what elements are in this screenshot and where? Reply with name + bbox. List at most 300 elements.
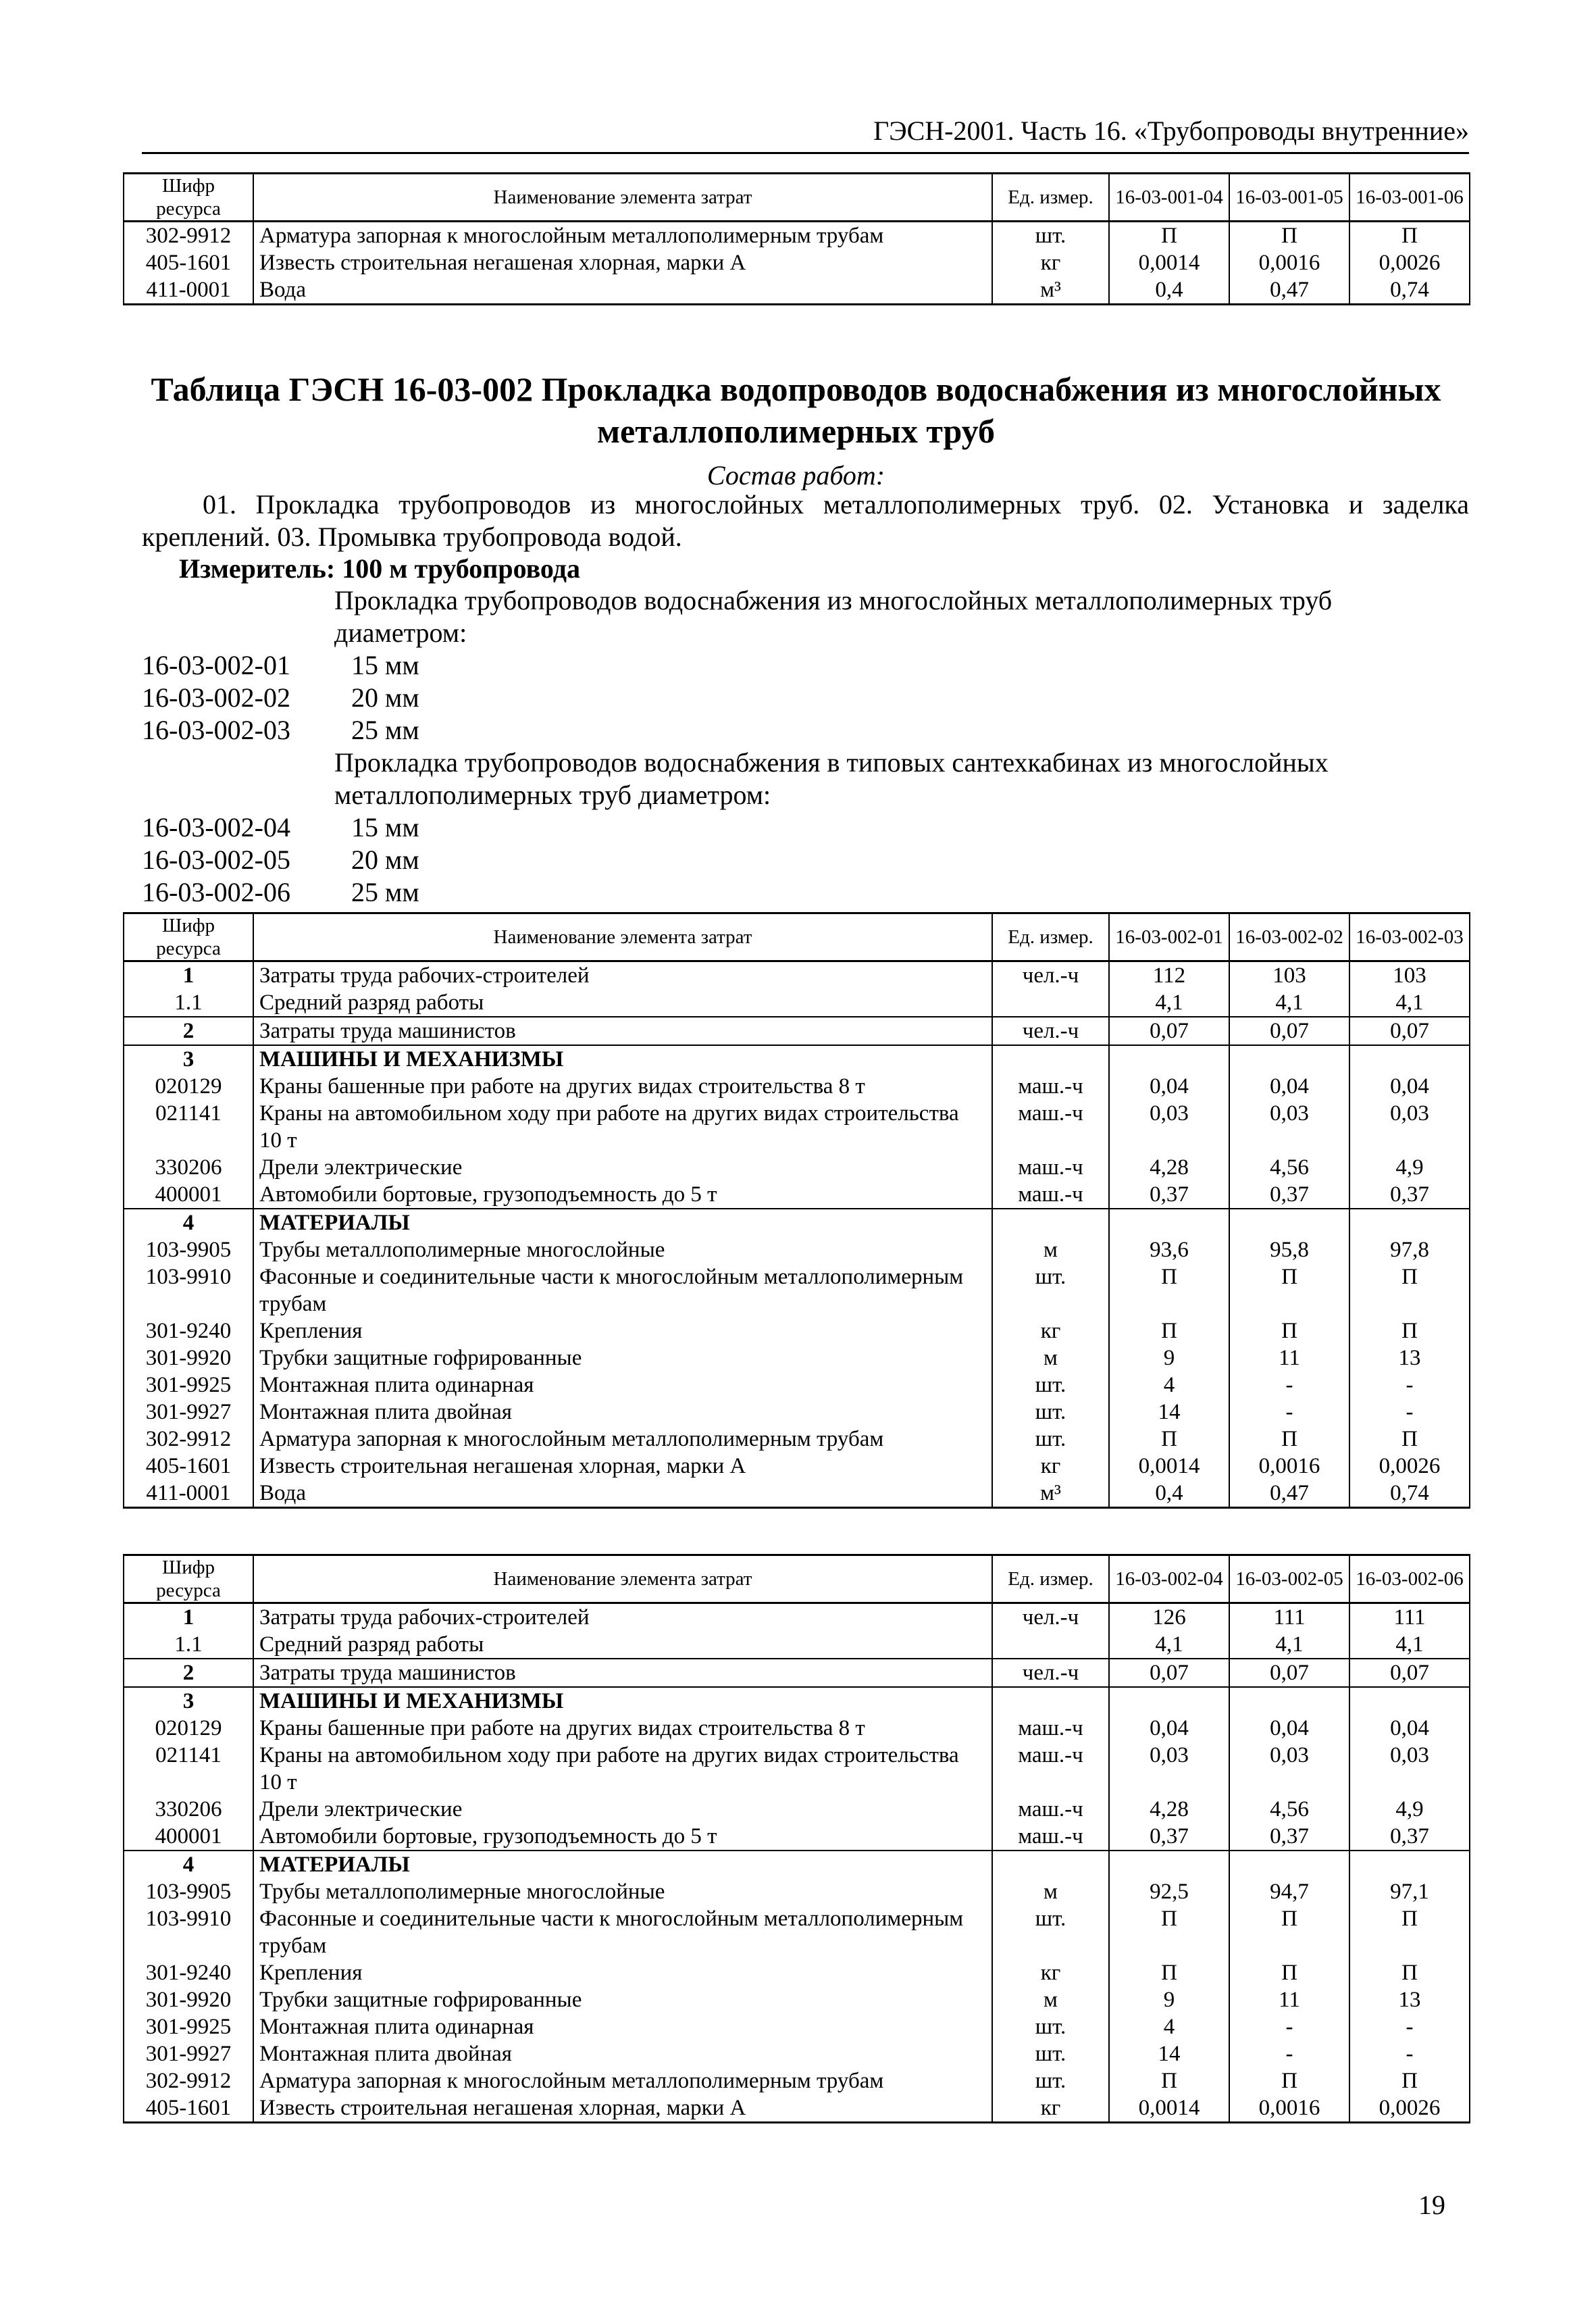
cell-value-1: 4,1 <box>1109 989 1229 1017</box>
cell-unit: шт. <box>992 2013 1109 2040</box>
cell-unit: м³ <box>992 1480 1109 1508</box>
cell-code: 1.1 <box>124 1631 253 1659</box>
cell-code: 302-9912 <box>124 1426 253 1453</box>
cell-name: Краны на автомобильном ходу при работе на других видах строительства 10 т <box>253 1742 992 1796</box>
cell-value-1: 92,5 <box>1109 1878 1229 1905</box>
table-row <box>124 1878 1470 1905</box>
cell-value-2: 103 <box>1229 961 1349 990</box>
cell-value-3: П <box>1349 1959 1470 1986</box>
resource-table-b <box>123 1554 1470 2123</box>
cell-value-3: 4,1 <box>1349 989 1470 1017</box>
cell-name: Трубки защитные гофрированные <box>253 1344 992 1372</box>
cell-value-3: 13 <box>1349 1986 1470 2013</box>
cell-name: Дрели электрические <box>253 1154 992 1181</box>
cell-code: 4 <box>124 1851 253 1878</box>
table-row <box>124 1631 1470 1659</box>
cell-value-1: 0,37 <box>1109 1823 1229 1851</box>
table-section-row <box>124 1045 1470 1073</box>
cell-name: МАШИНЫ И МЕХАНИЗМЫ <box>253 1045 992 1073</box>
cell-value-3: 97,1 <box>1349 1878 1470 1905</box>
norm-code: 16-03-002-06 <box>142 877 290 907</box>
cell-value-1: 0,07 <box>1109 1659 1229 1687</box>
norm-size: 15 мм <box>351 650 419 680</box>
cell-value-3: 0,0026 <box>1349 1453 1470 1480</box>
cell-value-2: П <box>1229 1905 1349 1959</box>
table-row <box>124 1905 1470 1959</box>
cell-unit: маш.-ч <box>992 1100 1109 1154</box>
cell-code: 301-9240 <box>124 1317 253 1344</box>
table-row <box>124 2013 1470 2040</box>
cell-unit: шт. <box>992 1399 1109 1426</box>
table-row <box>124 2094 1470 2123</box>
cell-value-3: 0,0026 <box>1349 2094 1470 2123</box>
cell-value-2: 4,56 <box>1229 1154 1349 1181</box>
cell-code: 301-9920 <box>124 1344 253 1372</box>
cell-value-1 <box>1109 1687 1229 1715</box>
cell-name: Трубы металлополимерные многослойные <box>253 1878 992 1905</box>
cell-value-1: П <box>1109 1959 1229 1986</box>
cell-value-3 <box>1349 1851 1470 1878</box>
cell-value-1: 0,03 <box>1109 1742 1229 1796</box>
work-group-2-description: Прокладка трубопроводов водоснабжения в типовых сантехкабинах из многослойных металлополимерных труб диаметром: <box>334 747 1329 810</box>
cell-code: 301-9927 <box>124 2040 253 2067</box>
norm-size: 20 мм <box>351 682 419 713</box>
cell-value-2: 0,47 <box>1229 276 1349 305</box>
cell-value-1: 0,0014 <box>1109 2094 1229 2123</box>
table-row <box>124 1154 1470 1181</box>
cell-unit: кг <box>992 249 1109 276</box>
cell-value-2: П <box>1229 1959 1349 1986</box>
cell-unit: шт. <box>992 1905 1109 1959</box>
cell-unit: маш.-ч <box>992 1742 1109 1796</box>
cell-name: Дрели электрические <box>253 1796 992 1823</box>
cell-value-3: П <box>1349 222 1470 250</box>
col-header-unit: Ед. измер. <box>992 913 1109 961</box>
cell-unit: шт. <box>992 2040 1109 2067</box>
cell-value-2: 0,07 <box>1229 1017 1349 1045</box>
cell-value-2: - <box>1229 1399 1349 1426</box>
cell-value-3: 0,74 <box>1349 276 1470 305</box>
cell-name: МАТЕРИАЛЫ <box>253 1209 992 1236</box>
cell-name: Монтажная плита двойная <box>253 2040 992 2067</box>
cell-value-3: П <box>1349 2067 1470 2094</box>
cell-unit <box>992 1209 1109 1236</box>
cell-code: 400001 <box>124 1823 253 1851</box>
cell-code: 021141 <box>124 1742 253 1796</box>
col-header-name: Наименование элемента затрат <box>253 1555 992 1603</box>
col-header-name: Наименование элемента затрат <box>253 174 992 222</box>
col-header-norm-3: 16-03-001-06 <box>1349 174 1470 222</box>
cell-code: 2 <box>124 1659 253 1687</box>
cell-name: Фасонные и соединительные части к многослойным металлополимерным трубам <box>253 1905 992 1959</box>
table-title-line-2: металлополимерных труб <box>596 412 996 450</box>
table-row <box>124 1100 1470 1154</box>
col-header-norm-2: 16-03-001-05 <box>1229 174 1349 222</box>
cell-name: Затраты труда машинистов <box>253 1017 992 1045</box>
cell-value-1: П <box>1109 222 1229 250</box>
cell-code: 301-9920 <box>124 1986 253 2013</box>
table-row <box>124 1372 1470 1399</box>
cell-value-1: 9 <box>1109 1344 1229 1372</box>
cell-code: 020129 <box>124 1715 253 1742</box>
meter-label: Измеритель: 100 м трубопровода <box>179 553 580 584</box>
cell-name: Арматура запорная к многослойным металлополимерным трубам <box>253 1426 992 1453</box>
cell-name: Затраты труда рабочих-строителей <box>253 1603 992 1632</box>
cell-value-3: 13 <box>1349 1344 1470 1372</box>
cell-value-2: 0,0016 <box>1229 249 1349 276</box>
table-section-row <box>124 1687 1470 1715</box>
col-header-norm-1: 16-03-002-01 <box>1109 913 1229 961</box>
norm-code: 16-03-002-03 <box>142 715 290 745</box>
cell-unit <box>992 1045 1109 1073</box>
cell-code: 103-9905 <box>124 1236 253 1263</box>
cell-value-3: 0,74 <box>1349 1480 1470 1508</box>
cell-name: Средний разряд работы <box>253 989 992 1017</box>
cell-unit: чел.-ч <box>992 961 1109 990</box>
table-row <box>124 1659 1470 1687</box>
cell-unit <box>992 989 1109 1017</box>
cell-name: Автомобили бортовые, грузоподъемность до 5 т <box>253 1181 992 1209</box>
cell-value-2: 4,1 <box>1229 1631 1349 1659</box>
cell-value-2: 4,1 <box>1229 989 1349 1017</box>
cell-unit: м <box>992 1878 1109 1905</box>
cell-code: 302-9912 <box>124 222 253 250</box>
cell-unit: маш.-ч <box>992 1715 1109 1742</box>
cell-unit: чел.-ч <box>992 1603 1109 1632</box>
cell-value-1: 0,0014 <box>1109 1453 1229 1480</box>
cell-unit: чел.-ч <box>992 1017 1109 1045</box>
table-row <box>124 1017 1470 1045</box>
cell-value-1: 0,4 <box>1109 1480 1229 1508</box>
cell-value-3: 111 <box>1349 1603 1470 1632</box>
cell-unit: маш.-ч <box>992 1181 1109 1209</box>
cell-unit: маш.-ч <box>992 1073 1109 1100</box>
cell-unit: маш.-ч <box>992 1796 1109 1823</box>
norm-size: 25 мм <box>351 715 419 745</box>
page-number: 19 <box>1418 2190 1445 2220</box>
cell-name: Краны на автомобильном ходу при работе на других видах строительства 10 т <box>253 1100 992 1154</box>
table-row <box>124 2067 1470 2094</box>
cell-code: 103-9910 <box>124 1263 253 1317</box>
cell-value-1: П <box>1109 1263 1229 1317</box>
cell-unit <box>992 1687 1109 1715</box>
cell-code: 301-9927 <box>124 1399 253 1426</box>
cell-value-3: - <box>1349 2040 1470 2067</box>
cell-name: МАТЕРИАЛЫ <box>253 1851 992 1878</box>
table-row <box>124 1603 1470 1632</box>
cell-value-3: 0,07 <box>1349 1017 1470 1045</box>
norm-code: 16-03-002-04 <box>142 812 290 842</box>
cell-value-3: - <box>1349 1372 1470 1399</box>
cell-value-3: - <box>1349 2013 1470 2040</box>
cell-value-3: П <box>1349 1905 1470 1959</box>
col-header-code: Шифр ресурса <box>124 1555 253 1603</box>
cell-unit: м <box>992 1236 1109 1263</box>
cell-code: 405-1601 <box>124 249 253 276</box>
cell-unit: кг <box>992 2094 1109 2123</box>
table-row <box>124 1426 1470 1453</box>
table-row <box>124 1073 1470 1100</box>
cell-unit: м <box>992 1344 1109 1372</box>
cell-unit: чел.-ч <box>992 1659 1109 1687</box>
table-row <box>124 1317 1470 1344</box>
cell-value-1: П <box>1109 1426 1229 1453</box>
cell-value-1: П <box>1109 1905 1229 1959</box>
table-row <box>124 1715 1470 1742</box>
table-row <box>124 1453 1470 1480</box>
cell-unit: кг <box>992 1959 1109 1986</box>
cell-name: Затраты труда машинистов <box>253 1659 992 1687</box>
col-header-code: Шифр ресурса <box>124 913 253 961</box>
cell-value-1: 0,04 <box>1109 1073 1229 1100</box>
cell-value-1: 4,28 <box>1109 1796 1229 1823</box>
cell-name: Краны башенные при работе на других видах строительства 8 т <box>253 1715 992 1742</box>
table-row <box>124 222 1470 250</box>
col-header-name: Наименование элемента затрат <box>253 913 992 961</box>
table-row <box>124 1236 1470 1263</box>
norm-code: 16-03-002-05 <box>142 845 290 875</box>
cell-name: Монтажная плита одинарная <box>253 1372 992 1399</box>
cell-value-2 <box>1229 1687 1349 1715</box>
cell-value-1: П <box>1109 2067 1229 2094</box>
norm-code: 16-03-002-02 <box>142 682 290 713</box>
cell-value-1: 0,04 <box>1109 1715 1229 1742</box>
cell-code: 3 <box>124 1687 253 1715</box>
table-title <box>123 368 1469 452</box>
table-row <box>124 1823 1470 1851</box>
cell-value-2 <box>1229 1045 1349 1073</box>
cell-code: 400001 <box>124 1181 253 1209</box>
cell-code: 2 <box>124 1017 253 1045</box>
cell-name: Трубки защитные гофрированные <box>253 1986 992 2013</box>
cell-code: 330206 <box>124 1154 253 1181</box>
composition-heading: Состав работ: <box>706 460 885 491</box>
cell-code: 302-9912 <box>124 2067 253 2094</box>
cell-value-3: 4,9 <box>1349 1796 1470 1823</box>
cell-value-3 <box>1349 1209 1470 1236</box>
cell-unit: м³ <box>992 276 1109 305</box>
table-section-row <box>124 1851 1470 1878</box>
cell-value-3: 0,07 <box>1349 1659 1470 1687</box>
table-header-row <box>124 1555 1470 1603</box>
cell-name: Известь строительная негашеная хлорная, марки А <box>253 1453 992 1480</box>
cell-value-3: 0,03 <box>1349 1742 1470 1796</box>
cell-name: Затраты труда рабочих-строителей <box>253 961 992 990</box>
norm-code-row <box>142 714 419 747</box>
cell-name: Арматура запорная к многослойным металлополимерным трубам <box>253 222 992 250</box>
cell-code: 4 <box>124 1209 253 1236</box>
cell-code: 020129 <box>124 1073 253 1100</box>
cell-name: Средний разряд работы <box>253 1631 992 1659</box>
cell-value-1 <box>1109 1851 1229 1878</box>
col-header-unit: Ед. измер. <box>992 1555 1109 1603</box>
cell-value-2: 0,07 <box>1229 1659 1349 1687</box>
col-header-norm-2: 16-03-002-02 <box>1229 913 1349 961</box>
cell-value-2: 0,0016 <box>1229 1453 1349 1480</box>
cell-name: МАШИНЫ И МЕХАНИЗМЫ <box>253 1687 992 1715</box>
cell-value-2: 111 <box>1229 1603 1349 1632</box>
col-header-norm-2: 16-03-002-05 <box>1229 1555 1349 1603</box>
table-row <box>124 1959 1470 1986</box>
cell-code: 301-9925 <box>124 1372 253 1399</box>
cell-code: 301-9240 <box>124 1959 253 1986</box>
cell-value-2: 11 <box>1229 1986 1349 2013</box>
cell-value-2: 0,03 <box>1229 1100 1349 1154</box>
norm-size: 15 мм <box>351 812 419 842</box>
cell-unit: шт. <box>992 1263 1109 1317</box>
cell-value-3 <box>1349 1687 1470 1715</box>
norm-code-row <box>142 844 419 876</box>
running-header: ГЭСН-2001. Часть 16. «Трубопроводы внутренние» <box>142 115 1469 154</box>
norm-code-row <box>142 811 419 844</box>
cell-name: Вода <box>253 1480 992 1508</box>
cell-value-3: П <box>1349 1426 1470 1453</box>
cell-value-3: 0,04 <box>1349 1073 1470 1100</box>
cell-code: 021141 <box>124 1100 253 1154</box>
cell-name: Автомобили бортовые, грузоподъемность до 5 т <box>253 1823 992 1851</box>
cell-code: 301-9925 <box>124 2013 253 2040</box>
col-header-norm-1: 16-03-002-04 <box>1109 1555 1229 1603</box>
norm-code-row <box>142 682 419 714</box>
norm-code: 16-03-002-01 <box>142 650 290 680</box>
cell-code: 330206 <box>124 1796 253 1823</box>
cell-value-3 <box>1349 1045 1470 1073</box>
cell-value-2 <box>1229 1209 1349 1236</box>
cell-value-3: 97,8 <box>1349 1236 1470 1263</box>
cell-name: Крепления <box>253 1959 992 1986</box>
table-section-row <box>124 1209 1470 1236</box>
cell-value-2: - <box>1229 1372 1349 1399</box>
cell-unit: кг <box>992 1317 1109 1344</box>
cell-value-2: 95,8 <box>1229 1236 1349 1263</box>
cell-value-2: 0,03 <box>1229 1742 1349 1796</box>
cell-value-2: 94,7 <box>1229 1878 1349 1905</box>
cell-value-3: П <box>1349 1263 1470 1317</box>
composition-text: 01. Прокладка трубопроводов из многослойных металлополимерных труб. 02. Установка и заделка креплений. 03. Промывка трубопровода водой. <box>142 489 1469 552</box>
cell-value-2: 0,37 <box>1229 1823 1349 1851</box>
resource-table-a <box>123 912 1470 1509</box>
cell-value-3: П <box>1349 1317 1470 1344</box>
cell-unit: шт. <box>992 222 1109 250</box>
norm-size: 25 мм <box>351 877 419 907</box>
cell-value-1: 4,28 <box>1109 1154 1229 1181</box>
cell-name: Арматура запорная к многослойным металлополимерным трубам <box>253 2067 992 2094</box>
norm-size: 20 мм <box>351 845 419 875</box>
cell-value-2: П <box>1229 1317 1349 1344</box>
cell-value-1: 0,03 <box>1109 1100 1229 1154</box>
cell-name: Известь строительная негашеная хлорная, марки А <box>253 249 992 276</box>
cell-value-2: - <box>1229 2040 1349 2067</box>
table-row <box>124 276 1470 305</box>
cell-value-3: 4,1 <box>1349 1631 1470 1659</box>
cell-unit: шт. <box>992 1372 1109 1399</box>
cell-code: 411-0001 <box>124 276 253 305</box>
cell-code: 103-9910 <box>124 1905 253 1959</box>
resource-table-top <box>123 172 1470 305</box>
cell-name: Крепления <box>253 1317 992 1344</box>
cell-code: 3 <box>124 1045 253 1073</box>
cell-unit <box>992 1631 1109 1659</box>
cell-code: 405-1601 <box>124 1453 253 1480</box>
cell-value-1 <box>1109 1045 1229 1073</box>
cell-value-1: 126 <box>1109 1603 1229 1632</box>
cell-value-2: П <box>1229 2067 1349 2094</box>
col-header-unit: Ед. измер. <box>992 174 1109 222</box>
cell-value-1: 0,07 <box>1109 1017 1229 1045</box>
cell-value-3: - <box>1349 1399 1470 1426</box>
cell-name: Монтажная плита двойная <box>253 1399 992 1426</box>
col-header-norm-3: 16-03-002-03 <box>1349 913 1470 961</box>
cell-code: 1.1 <box>124 989 253 1017</box>
cell-code: 411-0001 <box>124 1480 253 1508</box>
cell-value-2: 0,04 <box>1229 1715 1349 1742</box>
cell-name: Фасонные и соединительные части к многослойным металлополимерным трубам <box>253 1263 992 1317</box>
cell-name: Известь строительная негашеная хлорная, марки А <box>253 2094 992 2123</box>
cell-value-2: 0,04 <box>1229 1073 1349 1100</box>
table-row <box>124 989 1470 1017</box>
table-header-row <box>124 174 1470 222</box>
norm-code-row <box>142 649 419 682</box>
cell-value-1: 0,37 <box>1109 1181 1229 1209</box>
cell-value-1: 9 <box>1109 1986 1229 2013</box>
col-header-norm-1: 16-03-001-04 <box>1109 174 1229 222</box>
table-row <box>124 1181 1470 1209</box>
cell-code: 1 <box>124 1603 253 1632</box>
cell-value-2: 11 <box>1229 1344 1349 1372</box>
cell-value-1: 4 <box>1109 2013 1229 2040</box>
col-header-norm-3: 16-03-002-06 <box>1349 1555 1470 1603</box>
cell-unit: шт. <box>992 2067 1109 2094</box>
cell-value-3: 0,04 <box>1349 1715 1470 1742</box>
table-row <box>124 1796 1470 1823</box>
cell-value-3: 0,0026 <box>1349 249 1470 276</box>
cell-value-3: 4,9 <box>1349 1154 1470 1181</box>
table-row <box>124 2040 1470 2067</box>
cell-unit: м <box>992 1986 1109 2013</box>
col-header-code: Шифр ресурса <box>124 174 253 222</box>
cell-value-2: П <box>1229 1263 1349 1317</box>
norm-code-row <box>142 876 419 909</box>
cell-unit: маш.-ч <box>992 1154 1109 1181</box>
cell-code: 405-1601 <box>124 2094 253 2123</box>
table-row <box>124 1986 1470 2013</box>
cell-name: Монтажная плита одинарная <box>253 2013 992 2040</box>
cell-code: 1 <box>124 961 253 990</box>
cell-value-1 <box>1109 1209 1229 1236</box>
table-title-line-1: Таблица ГЭСН 16-03-002 Прокладка водопроводов водоснабжения из многослойных <box>151 370 1441 408</box>
cell-code: 103-9905 <box>124 1878 253 1905</box>
table-header-row <box>124 913 1470 961</box>
table-row <box>124 1742 1470 1796</box>
table-row <box>124 961 1470 990</box>
cell-value-1: 0,0014 <box>1109 249 1229 276</box>
cell-value-2: - <box>1229 2013 1349 2040</box>
table-row <box>124 1263 1470 1317</box>
table-row <box>124 1399 1470 1426</box>
cell-unit: кг <box>992 1453 1109 1480</box>
cell-unit: шт. <box>992 1426 1109 1453</box>
cell-value-2: 0,0016 <box>1229 2094 1349 2123</box>
work-group-1-description: Прокладка трубопроводов водоснабжения из многослойных металлополимерных труб диаметром: <box>334 585 1333 648</box>
cell-name: Краны башенные при работе на других видах строительства 8 т <box>253 1073 992 1100</box>
cell-value-2: П <box>1229 1426 1349 1453</box>
cell-value-1: П <box>1109 1317 1229 1344</box>
table-row <box>124 249 1470 276</box>
cell-value-1: 4,1 <box>1109 1631 1229 1659</box>
cell-value-3: 103 <box>1349 961 1470 990</box>
cell-unit <box>992 1851 1109 1878</box>
cell-value-3: 0,37 <box>1349 1181 1470 1209</box>
